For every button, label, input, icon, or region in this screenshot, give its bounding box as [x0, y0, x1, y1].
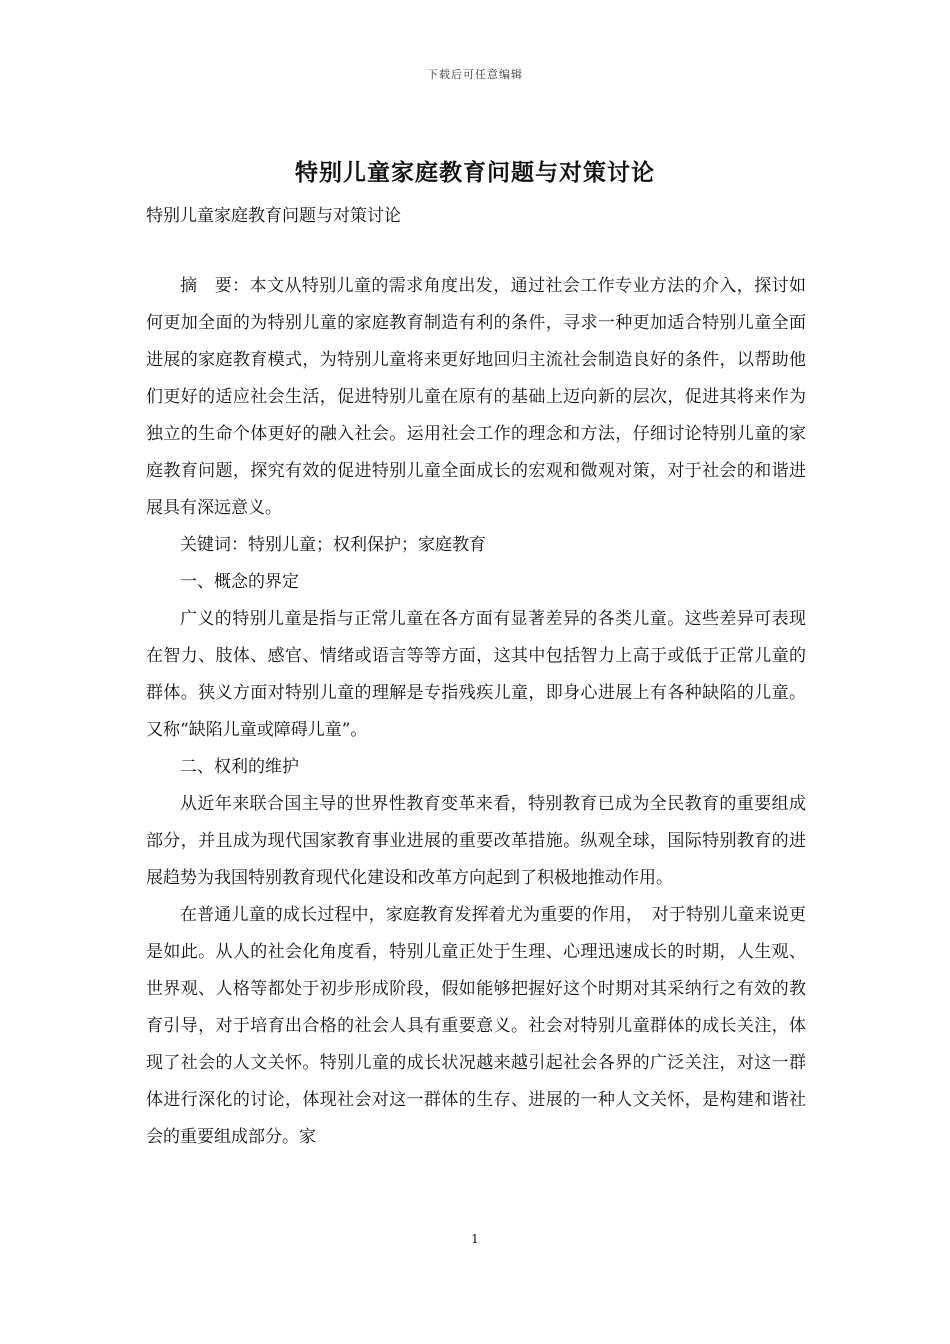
abstract-paragraph: 摘 要：本文从特别儿童的需求角度出发，通过社会工作专业方法的介入，探讨如何更加全面的为特别儿童的家庭教育制造有利的条件，寻求一种更加适合特别儿童全面进展的家庭教育模式，为特别儿童将来更好地回归主流社会制造良好的条件，以帮助他们更好的适应社会生活，促进特别儿童在原有的基础上迈向新的层次，促进其将来作为独立的生命个体更好的融入社会。运用社会工作的理念和方法，仔细讨论特别儿童的家庭教育问题，探究有效的促进特别儿童全面成长的宏观和微观对策，对于社会的和谐进展具有深远意义。	[146, 276, 806, 518]
document-title: 特别儿童家庭教育问题与对策讨论	[295, 159, 655, 186]
body-paragraph: 在普通儿童的成长过程中，家庭教育发挥着尤为重要的作用， 对于特别儿童来说更是如此。从人的社会化角度看，特别儿童正处于生理、心理迅速成长的时期，人生观、世界观、人格等都处于初步形成阶段，假如能够把握好这个时期对其采纳行之有效的教育引导，对于培育出合格的社会人具有重要意义。社会对特别儿童群体的成长关注，体现了社会的人文关怀。特别儿童的成长状况越来越引起社会各界的广泛关注，对这一群体进行深化的讨论，体现社会对这一群体的生存、进展的一种人文关怀，是构建和谐社会的重要组成部分。家	[146, 905, 806, 1147]
page-header: 下载后可任意编辑	[427, 68, 523, 81]
page-number: 1	[471, 1232, 479, 1246]
section-heading-rights: 二、权利的维护	[180, 757, 299, 777]
document-body	[146, 268, 806, 1156]
section-heading-definition: 一、概念的界定	[180, 572, 299, 592]
keywords-line: 关键词：特别儿童；权利保护；家庭教育	[180, 535, 486, 555]
body-paragraph: 从近年来联合国主导的世界性教育变革来看，特别教育已成为全民教育的重要组成部分，并且成为现代国家教育事业进展的重要改革措施。纵观全球，国际特别教育的进展趋势为我国特别教育现代化建设和改革方向起到了积极地推动作用。	[146, 794, 806, 888]
document-subtitle: 特别儿童家庭教育问题与对策讨论	[146, 206, 401, 226]
body-paragraph: 广义的特别儿童是指与正常儿童在各方面有显著差异的各类儿童。这些差异可表现在智力、肢体、感官、情绪或语言等等方面，这其中包括智力上高于或低于正常儿童的群体。狭义方面对特别儿童的理解是专指残疾儿童，即身心进展上有各种缺陷的儿童。又称“缺陷儿童或障碍儿童”。	[146, 609, 806, 740]
